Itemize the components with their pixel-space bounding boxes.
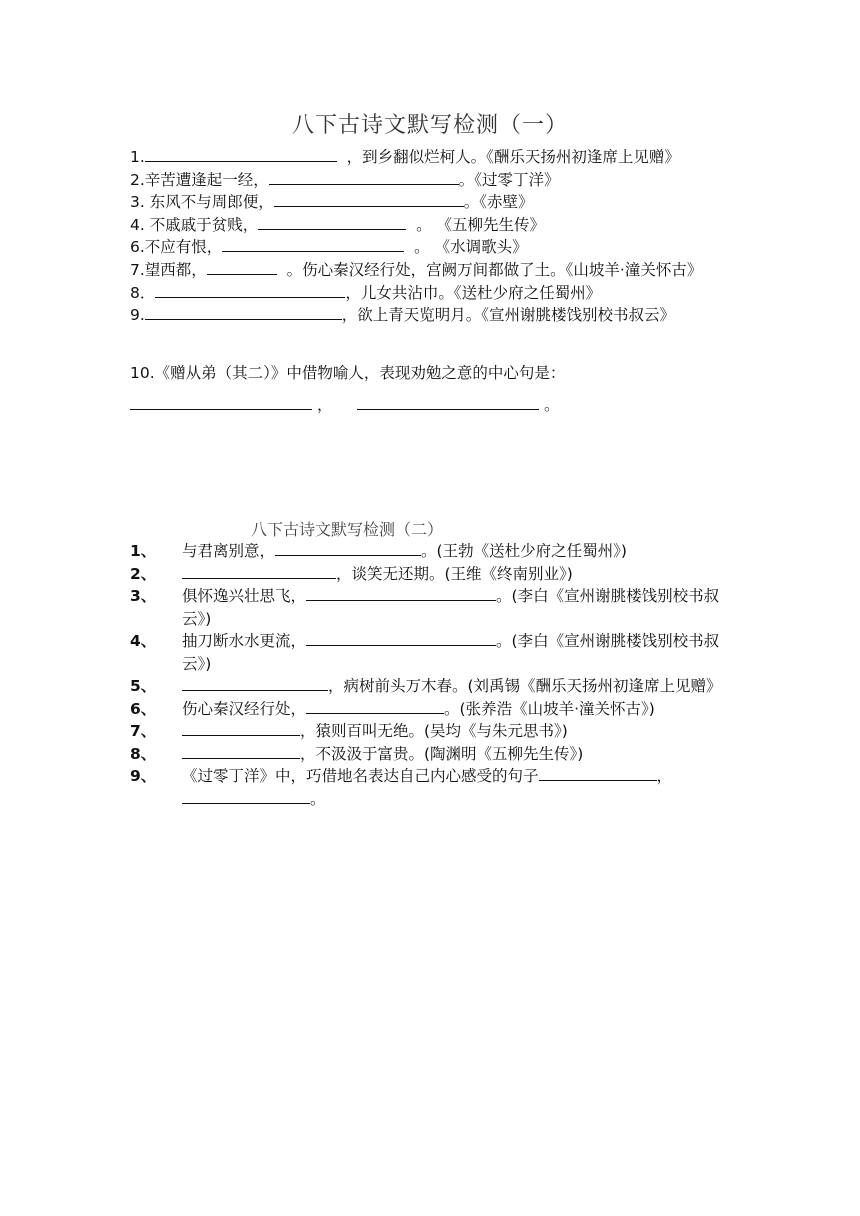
question-4-text: 4. 不戚戚于贫贱， — [130, 215, 259, 234]
answer-blank[interactable] — [182, 675, 328, 691]
answer-blank[interactable] — [222, 236, 404, 252]
part2-item-5 — [130, 675, 740, 698]
item-source: ，猿则百叫无绝。(吴均《与朱元思书》) — [300, 722, 568, 740]
item-number: 7、 — [130, 722, 157, 740]
answer-blank[interactable] — [269, 169, 459, 185]
part1-title: 八下古诗文默写检测（一） — [291, 113, 568, 138]
answer-blank[interactable] — [306, 585, 496, 601]
question-8 — [130, 282, 740, 305]
part2-item-4 — [130, 630, 740, 675]
part1-questions — [130, 146, 740, 414]
question-3-text: 3. 东风不与周郎便， — [130, 193, 274, 212]
item-source: 。(王勃《送杜少府之任蜀州》) — [421, 542, 627, 560]
question-3 — [130, 191, 740, 214]
question-9-number: 9. — [130, 306, 145, 325]
answer-blank[interactable] — [258, 214, 406, 230]
answer-blank[interactable] — [182, 720, 300, 736]
part2-item-8 — [130, 743, 740, 766]
answer-blank[interactable] — [182, 563, 336, 579]
question-7-text: 7.望西都， — [130, 260, 207, 279]
question-6 — [130, 236, 740, 259]
item-text: 俱怀逸兴壮思飞， — [182, 587, 307, 605]
part2-title: 八下古诗文默写检测（二） — [251, 520, 444, 539]
question-8-number: 8． — [130, 283, 156, 302]
answer-blank[interactable] — [357, 394, 539, 410]
answer-blank[interactable] — [182, 743, 300, 759]
question-1-text: ，到乡翻似烂柯人。《酬乐天扬州初逢席上见赠》 — [346, 148, 680, 166]
item-source: 。(李白《宣州谢朓楼饯别校书叔云》) — [182, 587, 720, 628]
question-8-text: ，儿女共沾巾。《送杜少府之任蜀州》 — [345, 283, 602, 302]
answer-blank[interactable] — [145, 304, 342, 320]
answer-blank[interactable] — [145, 146, 337, 162]
answer-blank[interactable] — [155, 282, 345, 298]
question-6-text: 6.不应有恨， — [130, 238, 223, 257]
part2-item-1 — [130, 540, 740, 563]
item-source: 。(张养浩《山坡羊·潼关怀古》) — [444, 699, 655, 718]
part2-item-2 — [130, 563, 740, 586]
answer-blank[interactable] — [539, 765, 657, 781]
question-10-period: 。 — [544, 396, 560, 414]
question-1-number: 1. — [130, 148, 145, 166]
question-3-source: 。《赤壁》 — [463, 193, 534, 212]
question-7-source: 。伤心秦汉经行处，宫阙万间都做了土。《山坡羊·潼关怀古》 — [286, 260, 703, 279]
question-9 — [130, 304, 740, 327]
item-source: ，不汲汲于富贵。(陶渊明《五柳先生传》) — [300, 744, 584, 763]
item-number: 6、 — [130, 699, 157, 718]
item-period: 。 — [310, 789, 326, 808]
part2-item-3 — [130, 585, 740, 630]
question-1 — [130, 146, 740, 169]
item-source: 。(李白《宣州谢朓楼饯别校书叔云》) — [182, 632, 720, 673]
answer-blank[interactable] — [275, 540, 421, 556]
answer-blank[interactable] — [182, 788, 310, 804]
item-number: 3、 — [130, 587, 157, 605]
answer-blank[interactable] — [306, 698, 444, 714]
question-4 — [130, 214, 740, 237]
answer-blank[interactable] — [207, 259, 277, 275]
item-text: 《过零丁洋》中，巧借地名表达自己内心感受的句子 — [182, 767, 539, 785]
item-number: 9、 — [130, 767, 157, 785]
question-10 — [130, 362, 740, 384]
part2-item-7 — [130, 720, 740, 743]
item-text: 抽刀断水水更流， — [182, 632, 307, 650]
item-number: 1、 — [130, 542, 157, 560]
question-10-text: 10.《赠从弟（其二）》中借物喻人，表现劝勉之意的中心句是： — [130, 364, 566, 382]
question-2-source: 。《过零丁洋》 — [458, 170, 560, 189]
item-number: 5、 — [130, 677, 157, 695]
item-text: 与君离别意， — [182, 542, 276, 560]
part2-item-6 — [130, 698, 740, 721]
item-number: 2、 — [130, 564, 157, 583]
question-6-source: 。 《水调歌头》 — [414, 238, 528, 257]
answer-blank[interactable] — [274, 191, 464, 207]
item-number: 8、 — [130, 744, 157, 763]
question-7 — [130, 259, 740, 282]
item-number: 4、 — [130, 632, 157, 650]
part2-questions — [130, 540, 740, 810]
part2-item-9 — [130, 765, 740, 810]
item-comma: ， — [656, 767, 673, 785]
question-2 — [130, 169, 740, 192]
question-4-source: 。 《五柳先生传》 — [416, 215, 546, 234]
question-9-text: ，欲上青天览明月。《宣州谢朓楼饯别校书叔云》 — [341, 306, 676, 325]
item-source: ，病树前头万木春。(刘禹锡《酬乐天扬州初逢席上见赠》 — [328, 677, 722, 695]
question-10-comma: ， — [316, 396, 333, 414]
item-text: 伤心秦汉经行处， — [182, 699, 307, 718]
question-2-text: 2.辛苦遭逢起一经， — [130, 170, 269, 189]
answer-blank[interactable] — [306, 630, 496, 646]
answer-blank[interactable] — [130, 394, 312, 410]
item-source: ，谈笑无还期。(王维《终南别业》) — [336, 564, 573, 583]
question-10-answers — [130, 394, 740, 416]
